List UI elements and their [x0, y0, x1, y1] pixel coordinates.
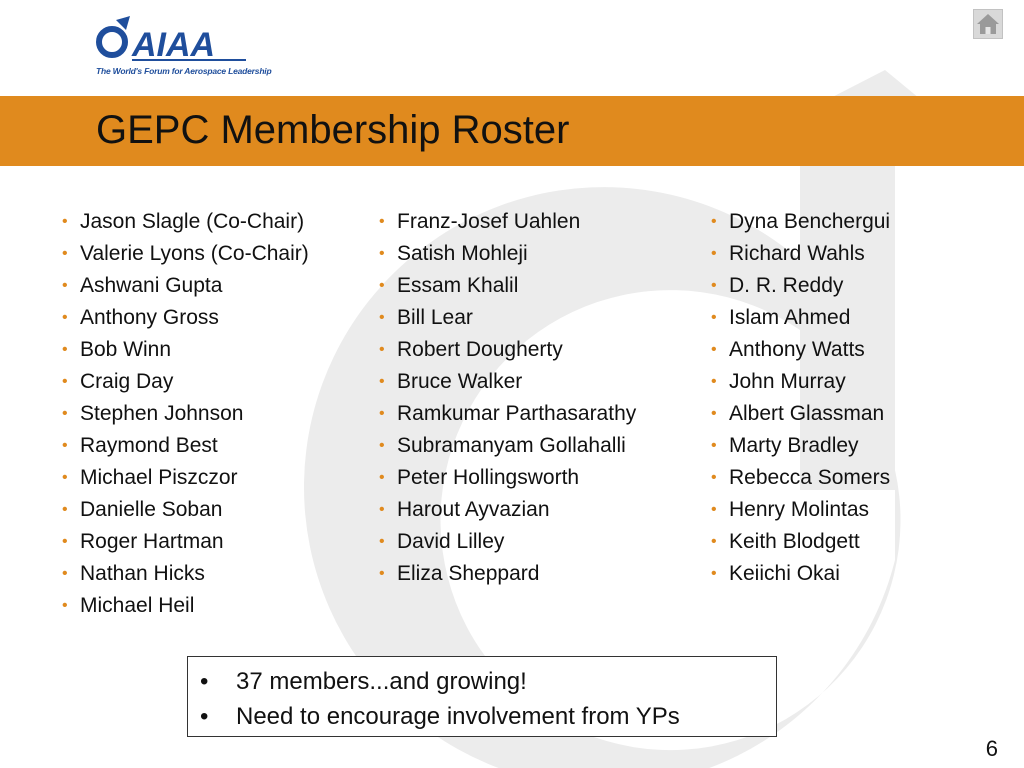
bullet-icon: • [62, 437, 68, 454]
bullet-icon: • [62, 469, 68, 486]
home-button[interactable] [973, 9, 1003, 39]
roster-member [375, 366, 636, 398]
bullet-icon: • [711, 277, 717, 294]
member-name: Peter Hollingsworth [397, 466, 580, 489]
notes-box [187, 656, 777, 737]
roster-member [58, 334, 309, 366]
logo-wordmark: AIAA [132, 26, 216, 64]
bullet-icon: • [711, 565, 717, 582]
roster-member [707, 494, 890, 526]
roster-member [707, 430, 890, 462]
member-name: Stephen Johnson [80, 402, 244, 425]
bullet-icon: • [379, 469, 385, 486]
roster-member [58, 302, 309, 334]
roster-column-1 [58, 206, 309, 622]
bullet-icon: • [62, 277, 68, 294]
bullet-icon: • [379, 277, 385, 294]
bullet-icon: • [711, 501, 717, 518]
member-name: Keiichi Okai [729, 562, 840, 585]
roster-member [707, 334, 890, 366]
roster-member [375, 494, 636, 526]
member-name: Franz-Josef Uahlen [397, 210, 581, 233]
member-name: Michael Piszczor [80, 466, 238, 489]
member-name: Jason Slagle (Co-Chair) [80, 210, 305, 233]
member-name: Bruce Walker [397, 370, 523, 393]
roster-member [58, 366, 309, 398]
note-text: Need to encourage involvement from YPs [236, 703, 680, 730]
bullet-icon: • [711, 469, 717, 486]
bullet-icon: • [711, 533, 717, 550]
roster-column-3 [707, 206, 890, 590]
member-name: Rebecca Somers [729, 466, 891, 489]
roster-member [375, 558, 636, 590]
roster-member [707, 526, 890, 558]
roster-member [707, 270, 890, 302]
member-name: Michael Heil [80, 594, 195, 617]
roster-member [375, 430, 636, 462]
roster-member [58, 398, 309, 430]
bullet-icon: • [711, 437, 717, 454]
roster-member [707, 366, 890, 398]
member-name: Islam Ahmed [729, 306, 851, 329]
bullet-icon: • [711, 245, 717, 262]
roster-member [375, 462, 636, 494]
member-name: Raymond Best [80, 434, 218, 457]
note-item [188, 664, 776, 699]
roster-member [58, 526, 309, 558]
roster-member [58, 270, 309, 302]
bullet-icon: • [62, 405, 68, 422]
member-name: Bob Winn [80, 338, 172, 361]
member-name: Keith Blodgett [729, 530, 860, 553]
member-name: Valerie Lyons (Co-Chair) [80, 242, 309, 265]
aiaa-logo [96, 14, 272, 84]
member-name: Roger Hartman [80, 530, 224, 553]
bullet-icon: • [200, 668, 209, 695]
roster-member [375, 398, 636, 430]
member-name: Eliza Sheppard [397, 562, 540, 585]
bullet-icon: • [379, 565, 385, 582]
roster-member [707, 558, 890, 590]
roster-member [375, 526, 636, 558]
bullet-icon: • [379, 213, 385, 230]
bullet-icon: • [379, 533, 385, 550]
bullet-icon: • [62, 501, 68, 518]
member-name: D. R. Reddy [729, 274, 844, 297]
member-name: John Murray [729, 370, 846, 393]
page-title: GEPC Membership Roster [96, 108, 570, 152]
notes-list [188, 657, 776, 734]
bullet-icon: • [62, 213, 68, 230]
note-item [188, 699, 776, 734]
roster-member [58, 494, 309, 526]
bullet-icon: • [711, 373, 717, 390]
bullet-icon: • [200, 703, 209, 730]
member-name: Albert Glassman [729, 402, 885, 425]
member-name: Dyna Benchergui [729, 210, 891, 233]
aiaa-logo-mark [96, 14, 256, 66]
bullet-icon: • [379, 501, 385, 518]
bullet-icon: • [379, 373, 385, 390]
member-name: Robert Dougherty [397, 338, 563, 361]
bullet-icon: • [379, 309, 385, 326]
roster-member [58, 558, 309, 590]
member-name: Craig Day [80, 370, 174, 393]
page-number: 6 [985, 736, 998, 761]
member-name: Satish Mohleji [397, 242, 528, 265]
member-name: Ashwani Gupta [80, 274, 223, 297]
roster-member [707, 302, 890, 334]
bullet-icon: • [62, 309, 68, 326]
bullet-icon: • [62, 533, 68, 550]
roster-member [375, 334, 636, 366]
member-name: Nathan Hicks [80, 562, 205, 585]
member-name: Anthony Watts [729, 338, 865, 361]
member-name: Richard Wahls [729, 242, 865, 265]
member-name: Harout Ayvazian [397, 498, 550, 521]
roster-member [707, 238, 890, 270]
member-name: Ramkumar Parthasarathy [397, 402, 637, 425]
bullet-icon: • [62, 373, 68, 390]
roster-member [58, 590, 309, 622]
roster-member [375, 270, 636, 302]
roster-column-2 [375, 206, 636, 590]
roster-member [58, 238, 309, 270]
roster-member [58, 462, 309, 494]
member-name: Subramanyam Gollahalli [397, 434, 626, 457]
member-name: Bill Lear [397, 306, 473, 329]
bullet-icon: • [711, 213, 717, 230]
bullet-icon: • [62, 597, 68, 614]
roster-member [707, 206, 890, 238]
member-name: Henry Molintas [729, 498, 870, 521]
member-name: Essam Khalil [397, 274, 519, 297]
roster-member [375, 302, 636, 334]
roster-member [707, 462, 890, 494]
bullet-icon: • [379, 245, 385, 262]
bullet-icon: • [711, 309, 717, 326]
roster-member [58, 206, 309, 238]
member-name: Danielle Soban [80, 498, 223, 521]
logo-tagline: The World's Forum for Aerospace Leadership [96, 66, 272, 76]
bullet-icon: • [711, 405, 717, 422]
bullet-icon: • [62, 245, 68, 262]
bullet-icon: • [711, 341, 717, 358]
roster-member [375, 206, 636, 238]
bullet-icon: • [62, 565, 68, 582]
member-name: David Lilley [397, 530, 505, 553]
bullet-icon: • [379, 341, 385, 358]
member-name: Anthony Gross [80, 306, 219, 329]
bullet-icon: • [62, 341, 68, 358]
member-name: Marty Bradley [729, 434, 859, 457]
bullet-icon: • [379, 405, 385, 422]
roster-member [58, 430, 309, 462]
note-text: 37 members...and growing! [236, 668, 527, 695]
bullet-icon: • [379, 437, 385, 454]
roster-member [707, 398, 890, 430]
roster-member [375, 238, 636, 270]
home-icon [974, 10, 1002, 38]
